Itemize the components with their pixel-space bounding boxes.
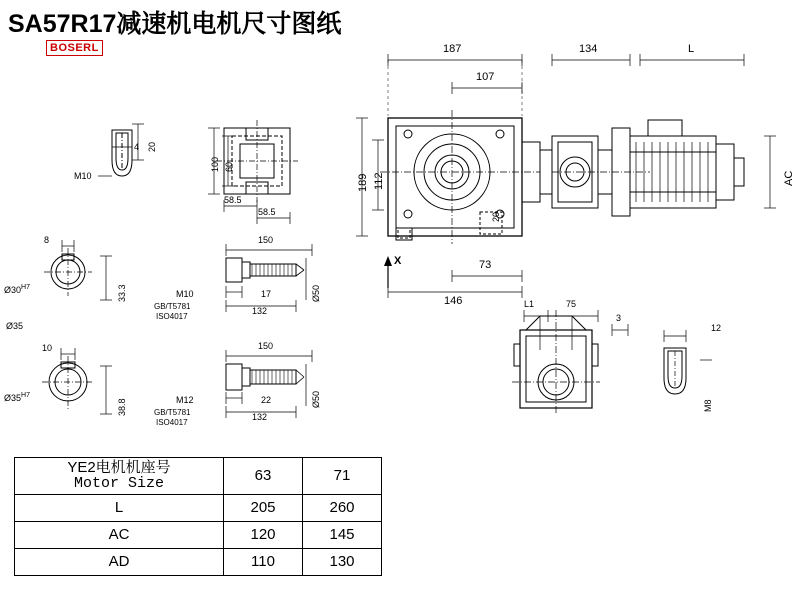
table-col-0: 63 <box>224 458 303 495</box>
key-dim-4: 4 <box>134 142 140 152</box>
main-dim-AC: AC <box>783 170 795 186</box>
bolt-bottom-dim-150: 150 <box>258 341 274 351</box>
table-header-row <box>15 458 382 495</box>
row-label-l: L <box>15 494 224 521</box>
brand-logo: BOSERL <box>46 40 103 56</box>
shaft-bottom-dia-35: $Ø35^{H7}$ <box>4 392 30 403</box>
main-dim-20: 20 <box>491 211 501 222</box>
table-row <box>15 521 382 548</box>
main-dim-134: 134 <box>579 43 598 55</box>
shaft-top-dim-33-3: 33.3 <box>117 284 127 302</box>
shaft-bottom-dim-38-8: 38.8 <box>117 398 127 416</box>
main-dim-146: 146 <box>444 295 463 307</box>
key-right-label-m8: M8 <box>703 399 713 412</box>
table-header-label <box>15 458 224 495</box>
page-title: SA57R17减速机电机尺寸图纸 <box>8 10 342 38</box>
bolt-bottom-standard-1: GB/T5781 <box>154 408 191 417</box>
table-row <box>15 548 382 575</box>
row-l-col-1: 260 <box>303 494 382 521</box>
main-dim-187: 187 <box>443 43 462 55</box>
shaft-bottom-dia-35-plain: Ø35 <box>6 321 24 331</box>
row-l-col-0: 205 <box>224 494 303 521</box>
bolt-top-thread: M10 <box>176 289 194 299</box>
front-dim-75: 75 <box>566 299 577 309</box>
shaft-top-dim-8: 8 <box>44 235 50 245</box>
bolt-top-standard-1: GB/T5781 <box>154 302 191 311</box>
front-dim-L1: L1 <box>524 299 535 309</box>
flange-dim-58-5-a: 58.5 <box>224 195 242 205</box>
table-header-cn: YE2电机机座号 <box>67 459 171 476</box>
row-ad-col-1: 130 <box>303 548 382 575</box>
main-dim-112: 112 <box>373 172 385 190</box>
table-row <box>15 494 382 521</box>
flange-dim-100: 100 <box>210 156 220 172</box>
front-dim-3: 3 <box>616 313 622 323</box>
bolt-bottom-dim-132: 132 <box>252 412 268 422</box>
bolt-top-dim-132: 132 <box>252 306 268 316</box>
bolt-top-dim-150: 150 <box>258 235 274 245</box>
bolt-bottom-standard-2: ISO4017 <box>156 418 188 427</box>
row-ad-col-0: 110 <box>224 548 303 575</box>
shaft-bottom-dim-10: 10 <box>42 343 53 353</box>
row-label-ad: AD <box>15 548 224 575</box>
flange-dim-58-5-b: 58.5 <box>258 207 276 217</box>
bolt-top-standard-2: ISO4017 <box>156 312 188 321</box>
row-label-ac: AC <box>15 521 224 548</box>
key-label-m10: M10 <box>74 171 92 181</box>
row-ac-col-1: 145 <box>303 521 382 548</box>
main-dim-107: 107 <box>476 71 495 83</box>
table-header-en: Motor Size <box>73 474 164 492</box>
main-dim-73: 73 <box>479 259 492 271</box>
main-dim-189: 189 <box>357 173 369 192</box>
shaft-top-dia-30: $Ø30^{H7}$ <box>4 284 30 295</box>
key-dim-20: 20 <box>147 141 157 152</box>
row-ac-col-0: 120 <box>224 521 303 548</box>
bolt-bottom-dim-22: 22 <box>261 395 272 405</box>
main-dim-L: L <box>688 43 695 55</box>
bolt-top-dia-50: Ø50 <box>311 284 321 302</box>
flange-dim-60: 60 <box>224 161 234 172</box>
key-right-dim-12: 12 <box>711 323 722 333</box>
bolt-bottom-dia-50: Ø50 <box>311 390 321 408</box>
main-marker-x: X <box>394 255 402 267</box>
table-col-1: 71 <box>303 458 382 495</box>
motor-size-table <box>14 457 382 576</box>
bolt-top-dim-17: 17 <box>261 289 272 299</box>
bolt-bottom-thread: M12 <box>176 395 194 405</box>
